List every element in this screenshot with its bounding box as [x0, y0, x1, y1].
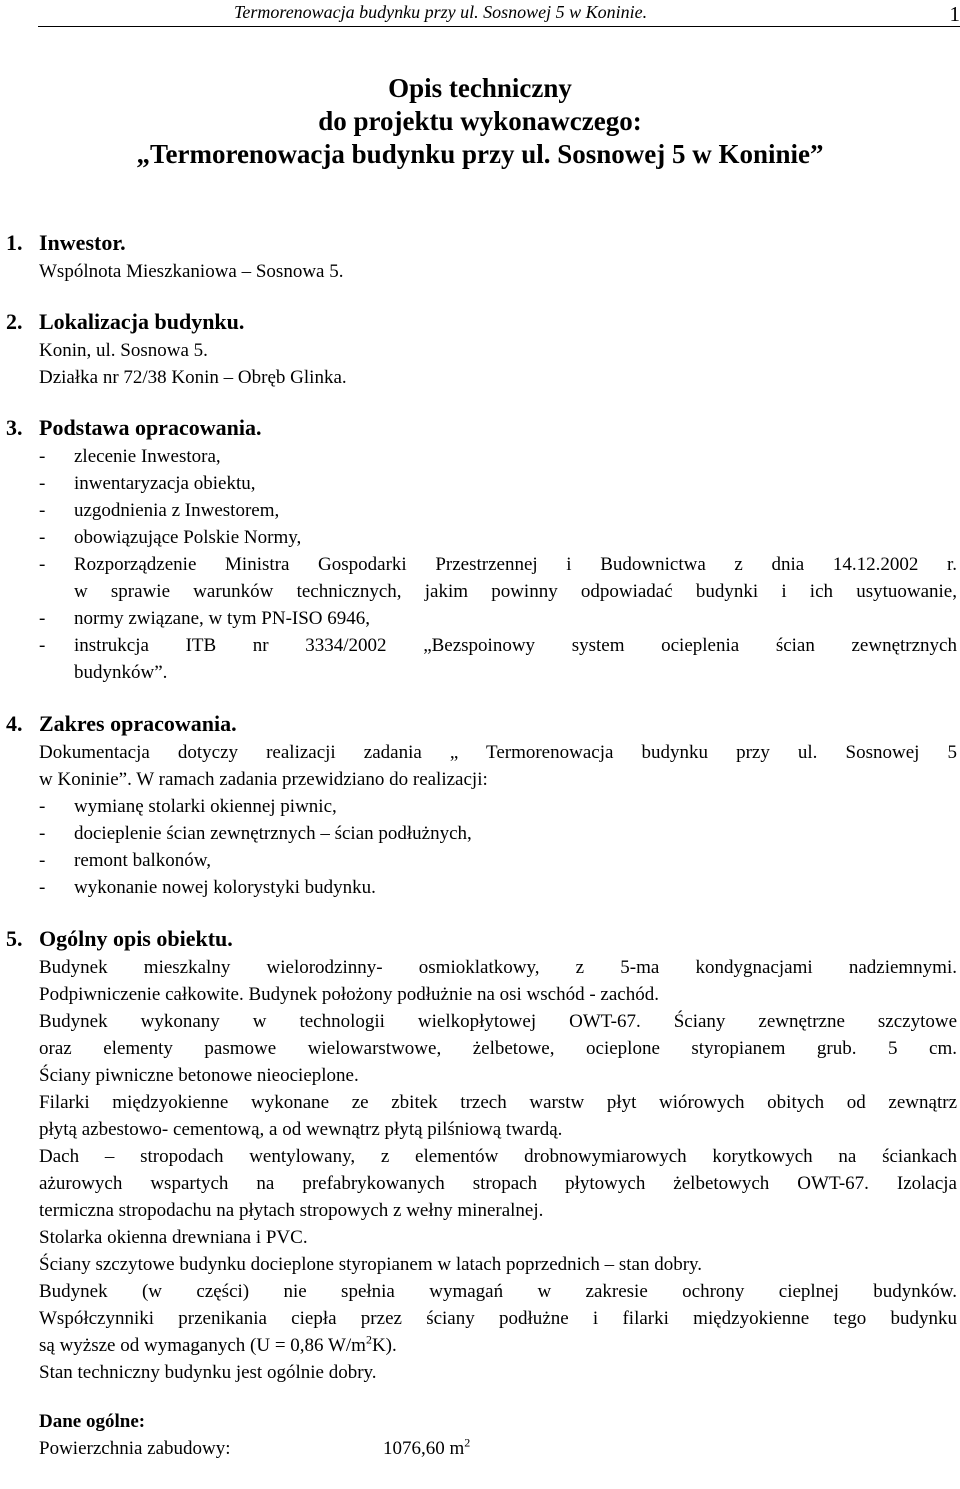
general-data — [39, 1408, 957, 1462]
list-item: - docieplenie ścian zewnętrznych – ścian podłużnych, — [39, 823, 472, 844]
list-item: - normy związane, w tym PN-ISO 6946, — [39, 608, 371, 629]
section-text: Wspólnota Mieszkaniowa – Sosnowa 5. — [39, 261, 344, 282]
list-item: - zlecenie Inwestora, — [39, 446, 221, 467]
paragraph-line: Budynek (w części) nie spełnia wymagań w zakresie ochrony cieplnej budynków. — [39, 1281, 957, 1302]
paragraph-line: płytą azbestowo- cementową, a od wewnątrz płytą pilśniową twardą. — [39, 1119, 563, 1140]
scope-list — [39, 793, 957, 901]
paragraph-line: Stolarka okienna drewniana i PVC. — [39, 1227, 308, 1248]
paragraph-line: oraz elementy pasmowe wielowarstwowe, żelbetowe, ocieplone styropianem grub. 5 cm. — [39, 1038, 957, 1059]
list-item: - inwentaryzacja obiektu, — [39, 473, 256, 494]
section-text: w Koninie”. W ramach zadania przewidziano do realizacji: — [39, 769, 488, 790]
title-line-3: „Termorenowacja budynku przy ul. Sosnowej 5 w Koninie” — [136, 139, 824, 169]
section-heading: 1. Inwestor. — [39, 228, 957, 258]
section-title: Inwestor. — [39, 230, 126, 255]
built-area-row — [39, 1435, 957, 1462]
built-area-value: 1076,60 $m^2$ — [383, 1435, 471, 1459]
paragraph-line: Filarki międzyokienne wykonane ze zbitek trzech warstw płyt wiórowych obitych od zewnątrz — [39, 1092, 957, 1113]
section-title: Ogólny opis obiektu. — [39, 926, 233, 951]
paragraph-line: Współczynniki przenikania ciepła przez ściany podłużne i filarki międzyokienne tego budynku — [39, 1308, 957, 1329]
paragraph-line: Ściany szczytowe budynku docieplone styropianem w latach poprzednich – stan dobry. — [39, 1254, 703, 1275]
section-text: Działka nr 72/38 Konin – Obręb Glinka. — [39, 367, 347, 388]
section-heading: 4. Zakres opracowania. — [39, 709, 957, 739]
title-line-1: Opis techniczny — [388, 73, 572, 103]
section-title: Zakres opracowania. — [39, 711, 237, 736]
paragraph-line: termiczna stropodachu na płytach stropowych z wełny mineralnej. — [39, 1200, 544, 1221]
list-item: - wykonanie nowej kolorystyki budynku. — [39, 877, 376, 898]
list-item: - obowiązujące Polskie Normy, — [39, 527, 302, 548]
general-heading: Dane ogólne: — [39, 1411, 146, 1432]
document-body — [6, 228, 957, 1462]
list-item: - instrukcja ITB nr 3334/2002 „Bezspoinowy system ocieplenia ścian zewnętrznych budynków”. — [39, 635, 957, 683]
built-area-label: Powierzchnia zabudowy: — [39, 1438, 231, 1459]
paragraph-line: Ściany piwniczne betonowe nieocieplone. — [39, 1065, 359, 1086]
section-investor — [6, 228, 957, 285]
title-line-2: do projektu wykonawczego: — [318, 106, 642, 136]
section-text: Konin, ul. Sosnowa 5. — [39, 340, 208, 361]
paragraph-line: Budynek wykonany w technologii wielkopłytowej OWT-67. Ściany zewnętrzne szczytowe — [39, 1011, 957, 1032]
list-item: - remont balkonów, — [39, 850, 212, 871]
section-text: Dokumentacja dotyczy realizacji zadania „ Termorenowacja budynku przy ul. Sosnowej 5 — [39, 742, 957, 763]
section-description — [6, 924, 957, 1386]
section-heading: 3. Podstawa opracowania. — [39, 413, 957, 443]
page-header — [38, 0, 960, 27]
page-number: 1 — [949, 2, 960, 26]
section-location — [6, 307, 957, 391]
section-title: Lokalizacja budynku. — [39, 309, 245, 334]
u-value-line: są wyższe od wymaganych (U = 0,86 $W/m^2K$). — [39, 1332, 397, 1356]
basis-list — [39, 443, 957, 686]
list-item: - uzgodnienia z Inwestorem, — [39, 500, 280, 521]
list-item: - wymianę stolarki okiennej piwnic, — [39, 796, 337, 817]
list-item: - Rozporządzenie Ministra Gospodarki Przestrzennej i Budownictwa z dnia 14.12.2002 r. w sprawie warunków technicznych, jakim powinny odpowiadać budynki i ich usytuowanie, — [39, 554, 957, 602]
section-basis — [6, 413, 957, 686]
paragraph-line: Dach – stropodach wentylowany, z elementów drobnowymiarowych korytkowych na ściankach — [39, 1146, 957, 1167]
paragraph-line: Stan techniczny budynku jest ogólnie dobry. — [39, 1362, 377, 1383]
section-heading: 2. Lokalizacja budynku. — [39, 307, 957, 337]
document-title — [0, 72, 960, 171]
section-scope — [6, 709, 957, 901]
header-title: Termorenowacja budynku przy ul. Sosnowej 5 w Koninie. — [234, 2, 648, 22]
paragraph-line: Podpiwniczenie całkowite. Budynek położony podłużnie na osi wschód - zachód. — [39, 984, 659, 1005]
section-title: Podstawa opracowania. — [39, 415, 262, 440]
section-heading: 5. Ogólny opis obiektu. — [39, 924, 957, 954]
paragraph-line: Budynek mieszkalny wielorodzinny- osmioklatkowy, z 5-ma kondygnacjami nadziemnymi. — [39, 957, 957, 978]
paragraph-line: ażurowych wspartych na prefabrykowanych stropach płytowych żelbetowych OWT-67. Izolacja — [39, 1173, 957, 1194]
